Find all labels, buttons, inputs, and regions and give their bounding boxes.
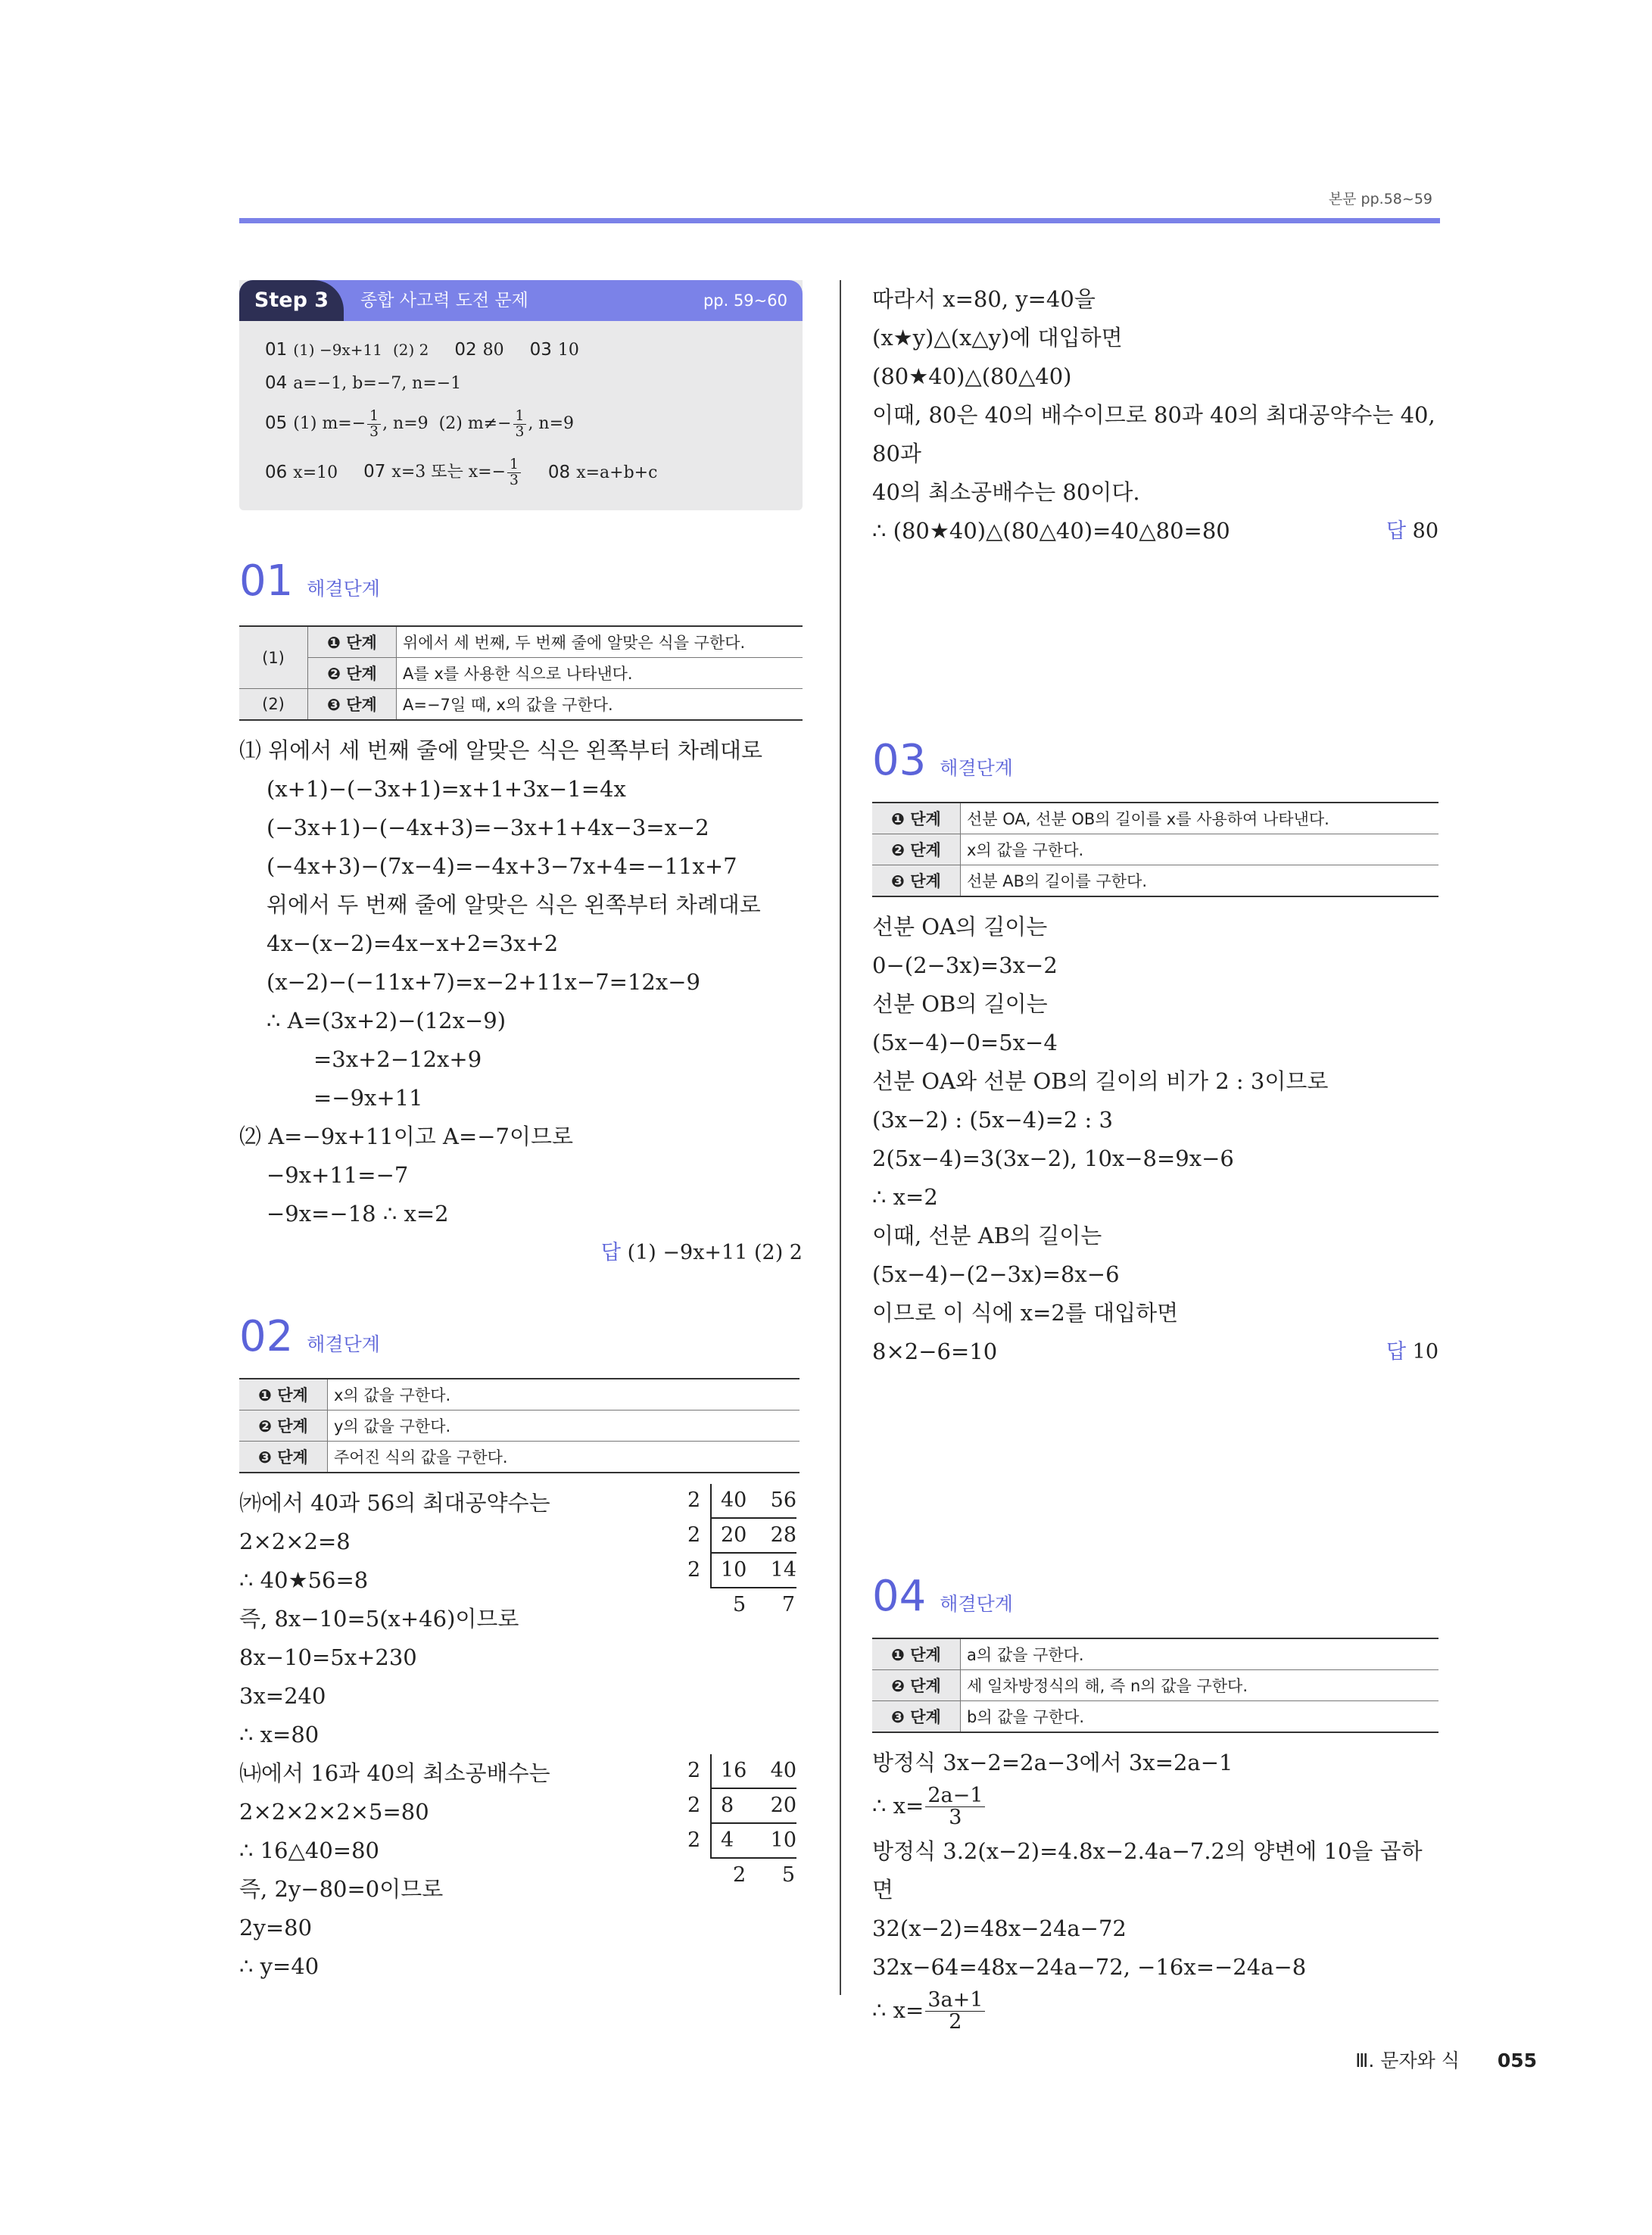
- stage-label: ❸ 단계: [872, 865, 961, 897]
- problem-number: 02: [239, 1312, 294, 1361]
- solution-line: 즉, 8x−10=5(x+46)이므로: [239, 1606, 519, 1632]
- lcm-block: [239, 1754, 803, 1986]
- solution-line: (x★y)△(x△y)에 대입하면: [872, 325, 1123, 351]
- answer-number: 01: [265, 340, 288, 360]
- page-number: 055: [1497, 2050, 1537, 2071]
- solution-line: ∴ (80★40)△(80△40)=40△80=80: [872, 518, 1230, 544]
- answer-row: 05 (1) m=− $\frac{1}{3}$ , n=9 (2) m≠− $\frac{1}{3}$ , n=9: [265, 407, 575, 440]
- answer-text: 10: [557, 341, 579, 360]
- solution-line: 따라서 x=80, y=40을: [872, 286, 1096, 312]
- solution-line: (−4x+3)−(7x−4)=−4x+3−7x+4=−11x+7: [267, 853, 737, 879]
- solution-final: [872, 512, 1438, 550]
- stage-desc: 주어진 식의 값을 구한다.: [328, 1442, 800, 1473]
- stage-desc: x의 값을 구한다.: [328, 1379, 800, 1411]
- stage-desc: 선분 AB의 길이를 구한다.: [961, 865, 1439, 897]
- solution-04: [872, 1744, 1438, 2036]
- solution-line: 2×2×2=8: [239, 1529, 351, 1554]
- ladder-row: 2 16 40: [687, 1754, 796, 1789]
- answer-value: 10: [1412, 1340, 1438, 1364]
- lcm-lines: [239, 1754, 550, 1986]
- ladder-row: 2 4 10: [687, 1824, 796, 1859]
- solution-line: ∴ x=2: [872, 1184, 938, 1210]
- solution-line: 선분 OA와 선분 OB의 길이의 비가 2 : 3이므로: [872, 1068, 1329, 1094]
- stage-label: ❶ 단계: [308, 626, 397, 658]
- stage-desc: A를 x를 사용한 식으로 나타낸다.: [397, 658, 803, 689]
- answer-value: (1) −9x+11 (2) 2: [627, 1241, 803, 1264]
- fraction: $\frac{2a-1}{3}$: [925, 1785, 985, 1829]
- stage-table: [239, 625, 803, 721]
- stage-row: [872, 1670, 1438, 1701]
- ladder-row: 2 40 56: [687, 1484, 796, 1519]
- solution-line: 2y=80: [239, 1915, 313, 1940]
- answer: [1386, 512, 1438, 550]
- answer-text: x=a+b+c: [576, 463, 658, 482]
- stage-label: ❷ 단계: [239, 1411, 328, 1442]
- stage-table: [872, 802, 1438, 897]
- answer-label: 답: [1385, 519, 1407, 543]
- stage-row: [872, 1701, 1438, 1733]
- stage-label: ❷ 단계: [872, 1670, 961, 1701]
- solution-line: =3x+2−12x+9: [313, 1046, 482, 1072]
- problem-number: 03: [872, 736, 927, 785]
- stage-row: [239, 1411, 800, 1442]
- division-ladder: [687, 1754, 796, 1892]
- solution-01: [239, 731, 803, 1272]
- answer-number: 03: [529, 340, 552, 360]
- solution-line: 0−(2−3x)=3x−2: [872, 952, 1058, 978]
- solution-line: 40의 최소공배수는 80이다.: [872, 479, 1140, 505]
- solution-line: ∴ A=(3x+2)−(12x−9): [267, 1008, 507, 1033]
- step-answers: [239, 321, 803, 510]
- problem-heading: [872, 736, 1438, 785]
- stage-row: [239, 658, 803, 689]
- step-pages: pp. 59~60: [703, 291, 787, 310]
- solution-line: ∴ 16△40=80: [239, 1838, 379, 1863]
- stage-desc: a의 값을 구한다.: [961, 1638, 1439, 1670]
- solution-line: 이때, 선분 AB의 길이는: [872, 1223, 1102, 1248]
- answer-label: 답: [1385, 1340, 1407, 1364]
- stage-label: ❶ 단계: [239, 1379, 328, 1411]
- problem-label: 해결단계: [940, 757, 1013, 779]
- solution-line: ㈏에서 16과 40의 최소공배수는: [239, 1760, 550, 1786]
- solution-03: [872, 908, 1438, 1371]
- answer: [1386, 1333, 1438, 1371]
- problem-heading: [239, 1312, 803, 1361]
- answer-number: 07: [363, 462, 386, 482]
- answer-number: 05: [265, 413, 288, 433]
- stage-part: (1): [239, 626, 308, 689]
- problem-label: 해결단계: [307, 1333, 380, 1355]
- solution-line: 방정식 3x−2=2a−3에서 3x=2a−1: [872, 1750, 1233, 1775]
- answer-number: 04: [265, 373, 288, 393]
- answer-text: x=3 또는 x=−: [391, 463, 507, 482]
- solution-line: 선분 OA의 길이는: [872, 914, 1048, 940]
- solution-line: 3x=240: [239, 1683, 326, 1709]
- stage-desc: 선분 OA, 선분 OB의 길이를 x를 사용하여 나타낸다.: [961, 803, 1439, 834]
- problem-01: [239, 556, 803, 1272]
- answer-text: (1) −9x+11: [293, 341, 382, 359]
- problem-label: 해결단계: [307, 578, 380, 600]
- problem-03: [872, 736, 1438, 1371]
- answer-number: 08: [547, 463, 571, 482]
- step-tag: Step 3: [239, 280, 344, 321]
- solution-line: 8×2−6=10: [872, 1339, 998, 1364]
- solution-line: (5x−4)−(2−3x)=8x−6: [872, 1261, 1120, 1287]
- answer-text: 80: [482, 341, 504, 360]
- answer-row: [265, 366, 777, 400]
- stage-desc: A=−7일 때, x의 값을 구한다.: [397, 689, 803, 721]
- answer-label: 답: [600, 1241, 621, 1264]
- gcd-lines: [239, 1484, 550, 1754]
- solution-line: −9x+11=−7: [267, 1162, 409, 1188]
- right-column: [872, 280, 1438, 2036]
- solution-line: ⑵ A=−9x+11이고 A=−7이므로: [239, 1124, 574, 1149]
- answer-row: [265, 333, 777, 366]
- solution-line: 이므로 이 식에 x=2를 대입하면: [872, 1300, 1179, 1326]
- gcd-block: [239, 1484, 803, 1754]
- stage-label: ❸ 단계: [308, 689, 397, 721]
- solution-02-continued: [872, 280, 1438, 550]
- stage-desc: x의 값을 구한다.: [961, 834, 1439, 865]
- stage-row: [239, 626, 803, 658]
- step3-header: [239, 280, 803, 321]
- stage-row: [239, 1442, 800, 1473]
- solution-line: 이때, 80은 40의 배수이므로 80과 40의 최대공약수는 40, 80과: [872, 402, 1435, 466]
- stage-desc: b의 값을 구한다.: [961, 1701, 1439, 1733]
- solution-line: ∴ 40★56=8: [239, 1567, 369, 1593]
- solution-line: (x+1)−(−3x+1)=x+1+3x−1=4x: [267, 776, 626, 802]
- answer: [239, 1233, 803, 1272]
- solution-line: (x−2)−(−11x+7)=x−2+11x−7=12x−9: [267, 969, 700, 995]
- answer-text: (1) m=−: [293, 414, 366, 433]
- solution-line: 즉, 2y−80=0이므로: [239, 1876, 444, 1902]
- answer-number: 06: [265, 463, 288, 482]
- problem-02: [239, 1312, 803, 1986]
- solution-line: 위에서 두 번째 줄에 알맞은 식은 왼쪽부터 차례대로: [267, 892, 761, 918]
- problem-04: [872, 1572, 1438, 2036]
- ladder-row: 5 7: [733, 1593, 795, 1616]
- solution-line: ∴ y=40: [239, 1953, 319, 1979]
- stage-desc: 세 일차방정식의 해, 즉 n의 값을 구한다.: [961, 1670, 1439, 1701]
- stage-label: ❶ 단계: [872, 803, 961, 834]
- solution-line: (−3x+1)−(−4x+3)=−3x+1+4x−3=x−2: [267, 815, 709, 840]
- stage-desc: 위에서 세 번째, 두 번째 줄에 알맞은 식을 구한다.: [397, 626, 803, 658]
- chapter-title: Ⅲ. 문자와 식: [1355, 2050, 1460, 2071]
- solution-line: (5x−4)−0=5x−4: [872, 1030, 1058, 1055]
- solution-line: 4x−(x−2)=4x−x+2=3x+2: [267, 930, 559, 956]
- problem-number: 01: [239, 556, 294, 606]
- solution-line: ∴ x= $\frac{3a+1}{2}$: [872, 1987, 1438, 2037]
- header-rule: [239, 218, 1440, 223]
- answer-number: 02: [454, 340, 477, 360]
- step3-answer-box: [239, 280, 803, 510]
- fraction: $\frac{3a+1}{2}$: [925, 1990, 985, 2034]
- ladder-row: 2 5: [733, 1863, 795, 1887]
- answer-text: (2) 2: [392, 341, 429, 359]
- solution-final: [872, 1333, 1438, 1371]
- solution-line: =−9x+11: [313, 1085, 423, 1111]
- solution-line: ㈎에서 40과 56의 최대공약수는: [239, 1490, 550, 1516]
- solution-line: 8x−10=5x+230: [239, 1644, 417, 1670]
- division-ladder: [687, 1484, 796, 1622]
- left-column: [239, 280, 803, 1986]
- solution-line: 방정식 3.2(x−2)=4.8x−2.4a−7.2의 양변에 10을 곱하면: [872, 1838, 1423, 1903]
- problem-heading: [239, 556, 803, 606]
- fraction: $\frac{1}{3}$: [367, 409, 381, 439]
- step-title: 종합 사고력 도전 문제: [360, 291, 528, 310]
- solution-line: 선분 OB의 길이는: [872, 991, 1048, 1017]
- solution-line: −9x=−18 ∴ x=2: [267, 1201, 449, 1227]
- solution-line: ∴ x= $\frac{2a-1}{3}$: [872, 1782, 1438, 1832]
- page-footer: [1355, 2046, 1537, 2073]
- answer-value: 80: [1412, 519, 1438, 543]
- ladder-row: 2 10 14: [687, 1554, 796, 1588]
- stage-label: ❶ 단계: [872, 1638, 961, 1670]
- solution-line: 2(5x−4)=3(3x−2), 10x−8=9x−6: [872, 1146, 1234, 1171]
- fraction: $\frac{1}{3}$: [513, 409, 527, 439]
- answer-text: x=10: [293, 463, 338, 482]
- solution-02: [239, 1484, 803, 1986]
- stage-row: [872, 1638, 1438, 1670]
- stage-label: ❸ 단계: [872, 1701, 961, 1733]
- solution-line: (3x−2) : (5x−4)=2 : 3: [872, 1107, 1113, 1133]
- answer-row: [265, 448, 777, 497]
- column-divider: [840, 280, 841, 1995]
- solution-line: 32(x−2)=48x−24a−72: [872, 1915, 1127, 1941]
- stage-row: [872, 865, 1438, 897]
- ladder-row: 2 8 20: [687, 1789, 796, 1824]
- problem-label: 해결단계: [940, 1593, 1013, 1615]
- ladder-row: 2 20 28: [687, 1519, 796, 1554]
- solution-line: ∴ x=80: [239, 1722, 319, 1747]
- solution-line: ⑴ 위에서 세 번째 줄에 알맞은 식은 왼쪽부터 차례대로: [239, 737, 763, 763]
- stage-label: ❸ 단계: [239, 1442, 328, 1473]
- solution-line: (80★40)△(80△40): [872, 363, 1072, 389]
- stage-part: (2): [239, 689, 308, 721]
- stage-label: ❷ 단계: [872, 834, 961, 865]
- stage-row: [239, 1379, 800, 1411]
- stage-desc: y의 값을 구한다.: [328, 1411, 800, 1442]
- page-reference: 본문 pp.58~59: [1328, 191, 1432, 207]
- stage-row: [239, 689, 803, 721]
- stage-table: [239, 1378, 800, 1473]
- problem-number: 04: [872, 1572, 927, 1621]
- stage-row: [872, 803, 1438, 834]
- solution-line: 2×2×2×2×5=80: [239, 1799, 429, 1825]
- answer-text: a=−1, b=−7, n=−1: [293, 374, 462, 393]
- fraction: $\frac{1}{3}$: [507, 457, 521, 488]
- stage-row: [872, 834, 1438, 865]
- solution-line: 32x−64=48x−24a−72, −16x=−24a−8: [872, 1953, 1307, 1980]
- stage-table: [872, 1638, 1438, 1733]
- problem-heading: [872, 1572, 1438, 1621]
- stage-label: ❷ 단계: [308, 658, 397, 689]
